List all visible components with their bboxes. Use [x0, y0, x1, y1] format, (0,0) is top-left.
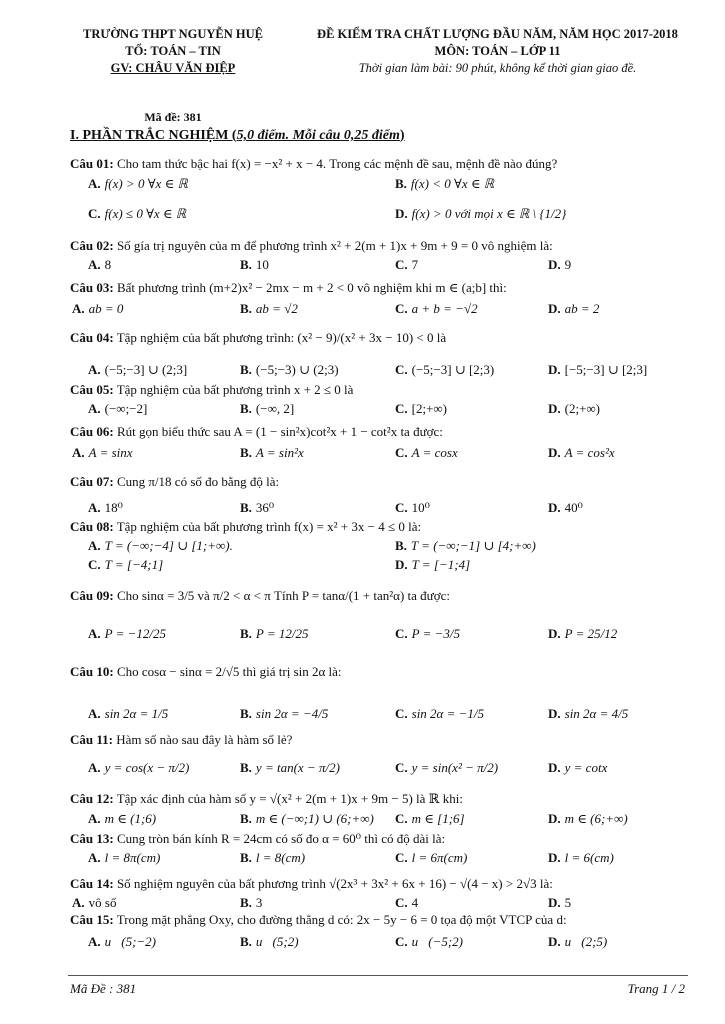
- option-c[interactable]: C. A = cosx: [395, 445, 458, 460]
- question-10: Câu 10: Cho cosα − sinα = 2/√5 thì giá trị sin 2α là:: [70, 664, 342, 679]
- footer-exam-code: Mã Đề : 381: [70, 981, 137, 996]
- option-d[interactable]: D. 5: [548, 895, 572, 910]
- question-05: Câu 05: Tập nghiệm của bất phương trình x + 2 ≤ 0 là: [70, 382, 354, 397]
- option-d[interactable]: D. 9: [548, 257, 572, 272]
- header-right: [300, 26, 695, 77]
- option-b[interactable]: B. P = 12/25: [240, 626, 309, 641]
- option-c[interactable]: C. m ∈ [1;6]: [395, 811, 465, 826]
- option-c[interactable]: C. 7: [395, 257, 419, 272]
- option-c[interactable]: C. y = sin(x² − π/2): [395, 760, 499, 775]
- question-04: Câu 04: Tập nghiệm của bất phương trình: (x² − 9)/(x² + 3x − 10) < 0 là: [70, 330, 447, 345]
- option-a[interactable]: A. T = (−∞;−4] ∪ [1;+∞).: [88, 538, 233, 553]
- option-a[interactable]: A. y = cos(x − π/2): [88, 760, 190, 775]
- option-b[interactable]: B. A = sin²x: [240, 445, 304, 460]
- option-c[interactable]: C. (−5;−3] ∪ [2;3): [395, 362, 495, 377]
- time-note: Thời gian làm bài: 90 phút, không kể thời gian giao đề.: [358, 61, 637, 75]
- option-d[interactable]: D. l = 6(cm): [548, 850, 614, 865]
- option-c[interactable]: C. T = [−4;1]: [88, 557, 164, 572]
- option-c[interactable]: C. [2;+∞): [395, 401, 448, 416]
- option-a[interactable]: A. f(x) > 0 ∀x ∈ ℝ: [88, 176, 188, 191]
- option-c[interactable]: C. u⃗(−5;2): [395, 934, 464, 949]
- option-b[interactable]: B. 10: [240, 257, 269, 272]
- question-01: Câu 01: Cho tam thức bậc hai f(x) = −x² + x − 4. Trong các mệnh đề sau, mệnh đề nào đúng?: [70, 156, 558, 171]
- section-title: I. PHẦN TRẮC NGHIỆM (5,0 điểm. Mỗi câu 0,25 điểm): [70, 128, 405, 143]
- footer-divider: [68, 975, 688, 976]
- option-a[interactable]: A. u⃗(5;−2): [88, 934, 157, 949]
- option-c[interactable]: C. P = −3/5: [395, 626, 461, 641]
- question-13: Câu 13: Cung tròn bán kính R = 24cm có số đo α = 60⁰ thì có độ dài là:: [70, 831, 446, 846]
- option-a[interactable]: A. ab = 0: [72, 301, 124, 316]
- option-d[interactable]: D. ab = 2: [548, 301, 600, 316]
- question-15: Câu 15: Trong mặt phẳng Oxy, cho đường thẳng d có: 2x − 5y − 6 = 0 tọa độ một VTCP của d:: [70, 912, 567, 927]
- option-c[interactable]: C. sin 2α = −1/5: [395, 706, 485, 721]
- question-11: Câu 11: Hàm số nào sau đây là hàm số lẻ?: [70, 732, 293, 747]
- question-07: Câu 07: Cung π/18 có số đo bằng độ là:: [70, 474, 280, 489]
- department: TỔ: TOÁN – TIN: [125, 44, 221, 58]
- exam-title: ĐỀ KIỂM TRA CHẤT LƯỢNG ĐẦU NĂM, NĂM HỌC 2017-2018: [317, 27, 678, 41]
- option-b[interactable]: B. f(x) < 0 ∀x ∈ ℝ: [395, 176, 495, 191]
- option-d[interactable]: D. sin 2α = 4/5: [548, 706, 629, 721]
- page-number: Trang 1 / 2: [627, 981, 685, 996]
- option-b[interactable]: B. 36⁰: [240, 500, 275, 515]
- question-09: Câu 09: Cho sinα = 3/5 và π/2 < α < π Tính P = tanα/(1 + tan²α) ta được:: [70, 588, 450, 603]
- option-c[interactable]: C. a + b = −√2: [395, 301, 478, 316]
- option-b[interactable]: B. (−∞, 2]: [240, 401, 295, 416]
- option-d[interactable]: D. u⃗(2;5): [548, 934, 608, 949]
- exam-code: Mã đề: 381: [144, 110, 202, 124]
- option-d[interactable]: D. f(x) > 0 với mọi x ∈ ℝ \ {1/2}: [395, 206, 567, 221]
- question-14: Câu 14: Số nghiệm nguyên của bất phương trình √(2x³ + 3x² + 6x + 16) − √(4 − x) > 2√3 là:: [70, 876, 553, 891]
- option-a[interactable]: A. m ∈ (1;6): [88, 811, 157, 826]
- option-d[interactable]: D. P = 25/12: [548, 626, 618, 641]
- option-c[interactable]: C. 4: [395, 895, 419, 910]
- option-d[interactable]: D. m ∈ (6;+∞): [548, 811, 628, 826]
- school-name: TRƯỜNG THPT NGUYỄN HUỆ: [83, 27, 263, 41]
- teacher: GV: CHÂU VĂN ĐIỆP: [110, 61, 236, 75]
- option-d[interactable]: D. [−5;−3] ∪ [2;3]: [548, 362, 648, 377]
- option-d[interactable]: D. A = cos²x: [548, 445, 615, 460]
- option-d[interactable]: D. T = [−1;4]: [395, 557, 471, 572]
- option-d[interactable]: D. y = cotx: [548, 760, 608, 775]
- option-a[interactable]: A. l = 8π(cm): [88, 850, 161, 865]
- option-b[interactable]: B. T = (−∞;−1] ∪ [4;+∞): [395, 538, 536, 553]
- question-12: Câu 12: Tập xác định của hàm số y = √(x² + 2(m + 1)x + 9m − 5) là ℝ khi:: [70, 791, 463, 806]
- option-b[interactable]: B. l = 8(cm): [240, 850, 306, 865]
- option-a[interactable]: A. 18⁰: [88, 500, 123, 515]
- option-b[interactable]: B. sin 2α = −4/5: [240, 706, 329, 721]
- option-a[interactable]: A. (−∞;−2]: [88, 401, 148, 416]
- option-a[interactable]: A. vô số: [72, 895, 117, 910]
- option-d[interactable]: D. (2;+∞): [548, 401, 601, 416]
- header-left: [68, 26, 278, 77]
- option-c[interactable]: C. 10⁰: [395, 500, 430, 515]
- option-a[interactable]: A. (−5;−3] ∪ (2;3]: [88, 362, 188, 377]
- option-c[interactable]: C. f(x) ≤ 0 ∀x ∈ ℝ: [88, 206, 187, 221]
- option-c[interactable]: C. l = 6π(cm): [395, 850, 468, 865]
- subject: MÔN: TOÁN – LỚP 11: [434, 44, 561, 58]
- option-b[interactable]: B. 3: [240, 895, 263, 910]
- option-b[interactable]: B. ab = √2: [240, 301, 298, 316]
- option-a[interactable]: A. 8: [88, 257, 112, 272]
- option-b[interactable]: B. u⃗(5;2): [240, 934, 299, 949]
- question-03: Câu 03: Bất phương trình (m+2)x² − 2mx − m + 2 < 0 vô nghiệm khi m ∈ (a;b] thì:: [70, 280, 507, 295]
- option-b[interactable]: B. m ∈ (−∞;1) ∪ (6;+∞): [240, 811, 374, 826]
- option-d[interactable]: D. 40⁰: [548, 500, 583, 515]
- option-a[interactable]: A. A = sinx: [72, 445, 133, 460]
- option-a[interactable]: A. sin 2α = 1/5: [88, 706, 169, 721]
- question-08: Câu 08: Tập nghiệm của bất phương trình f(x) = x² + 3x − 4 ≤ 0 là:: [70, 519, 422, 534]
- option-b[interactable]: B. (−5;−3) ∪ (2;3): [240, 362, 339, 377]
- option-b[interactable]: B. y = tan(x − π/2): [240, 760, 340, 775]
- question-06: Câu 06: Rút gọn biểu thức sau A = (1 − sin²x)cot²x + 1 − cot²x ta được:: [70, 424, 443, 439]
- option-a[interactable]: A. P = −12/25: [88, 626, 167, 641]
- question-02: Câu 02: Số gía trị nguyên của m để phương trình x² + 2(m + 1)x + 9m + 9 = 0 vô nghiệm là:: [70, 238, 553, 253]
